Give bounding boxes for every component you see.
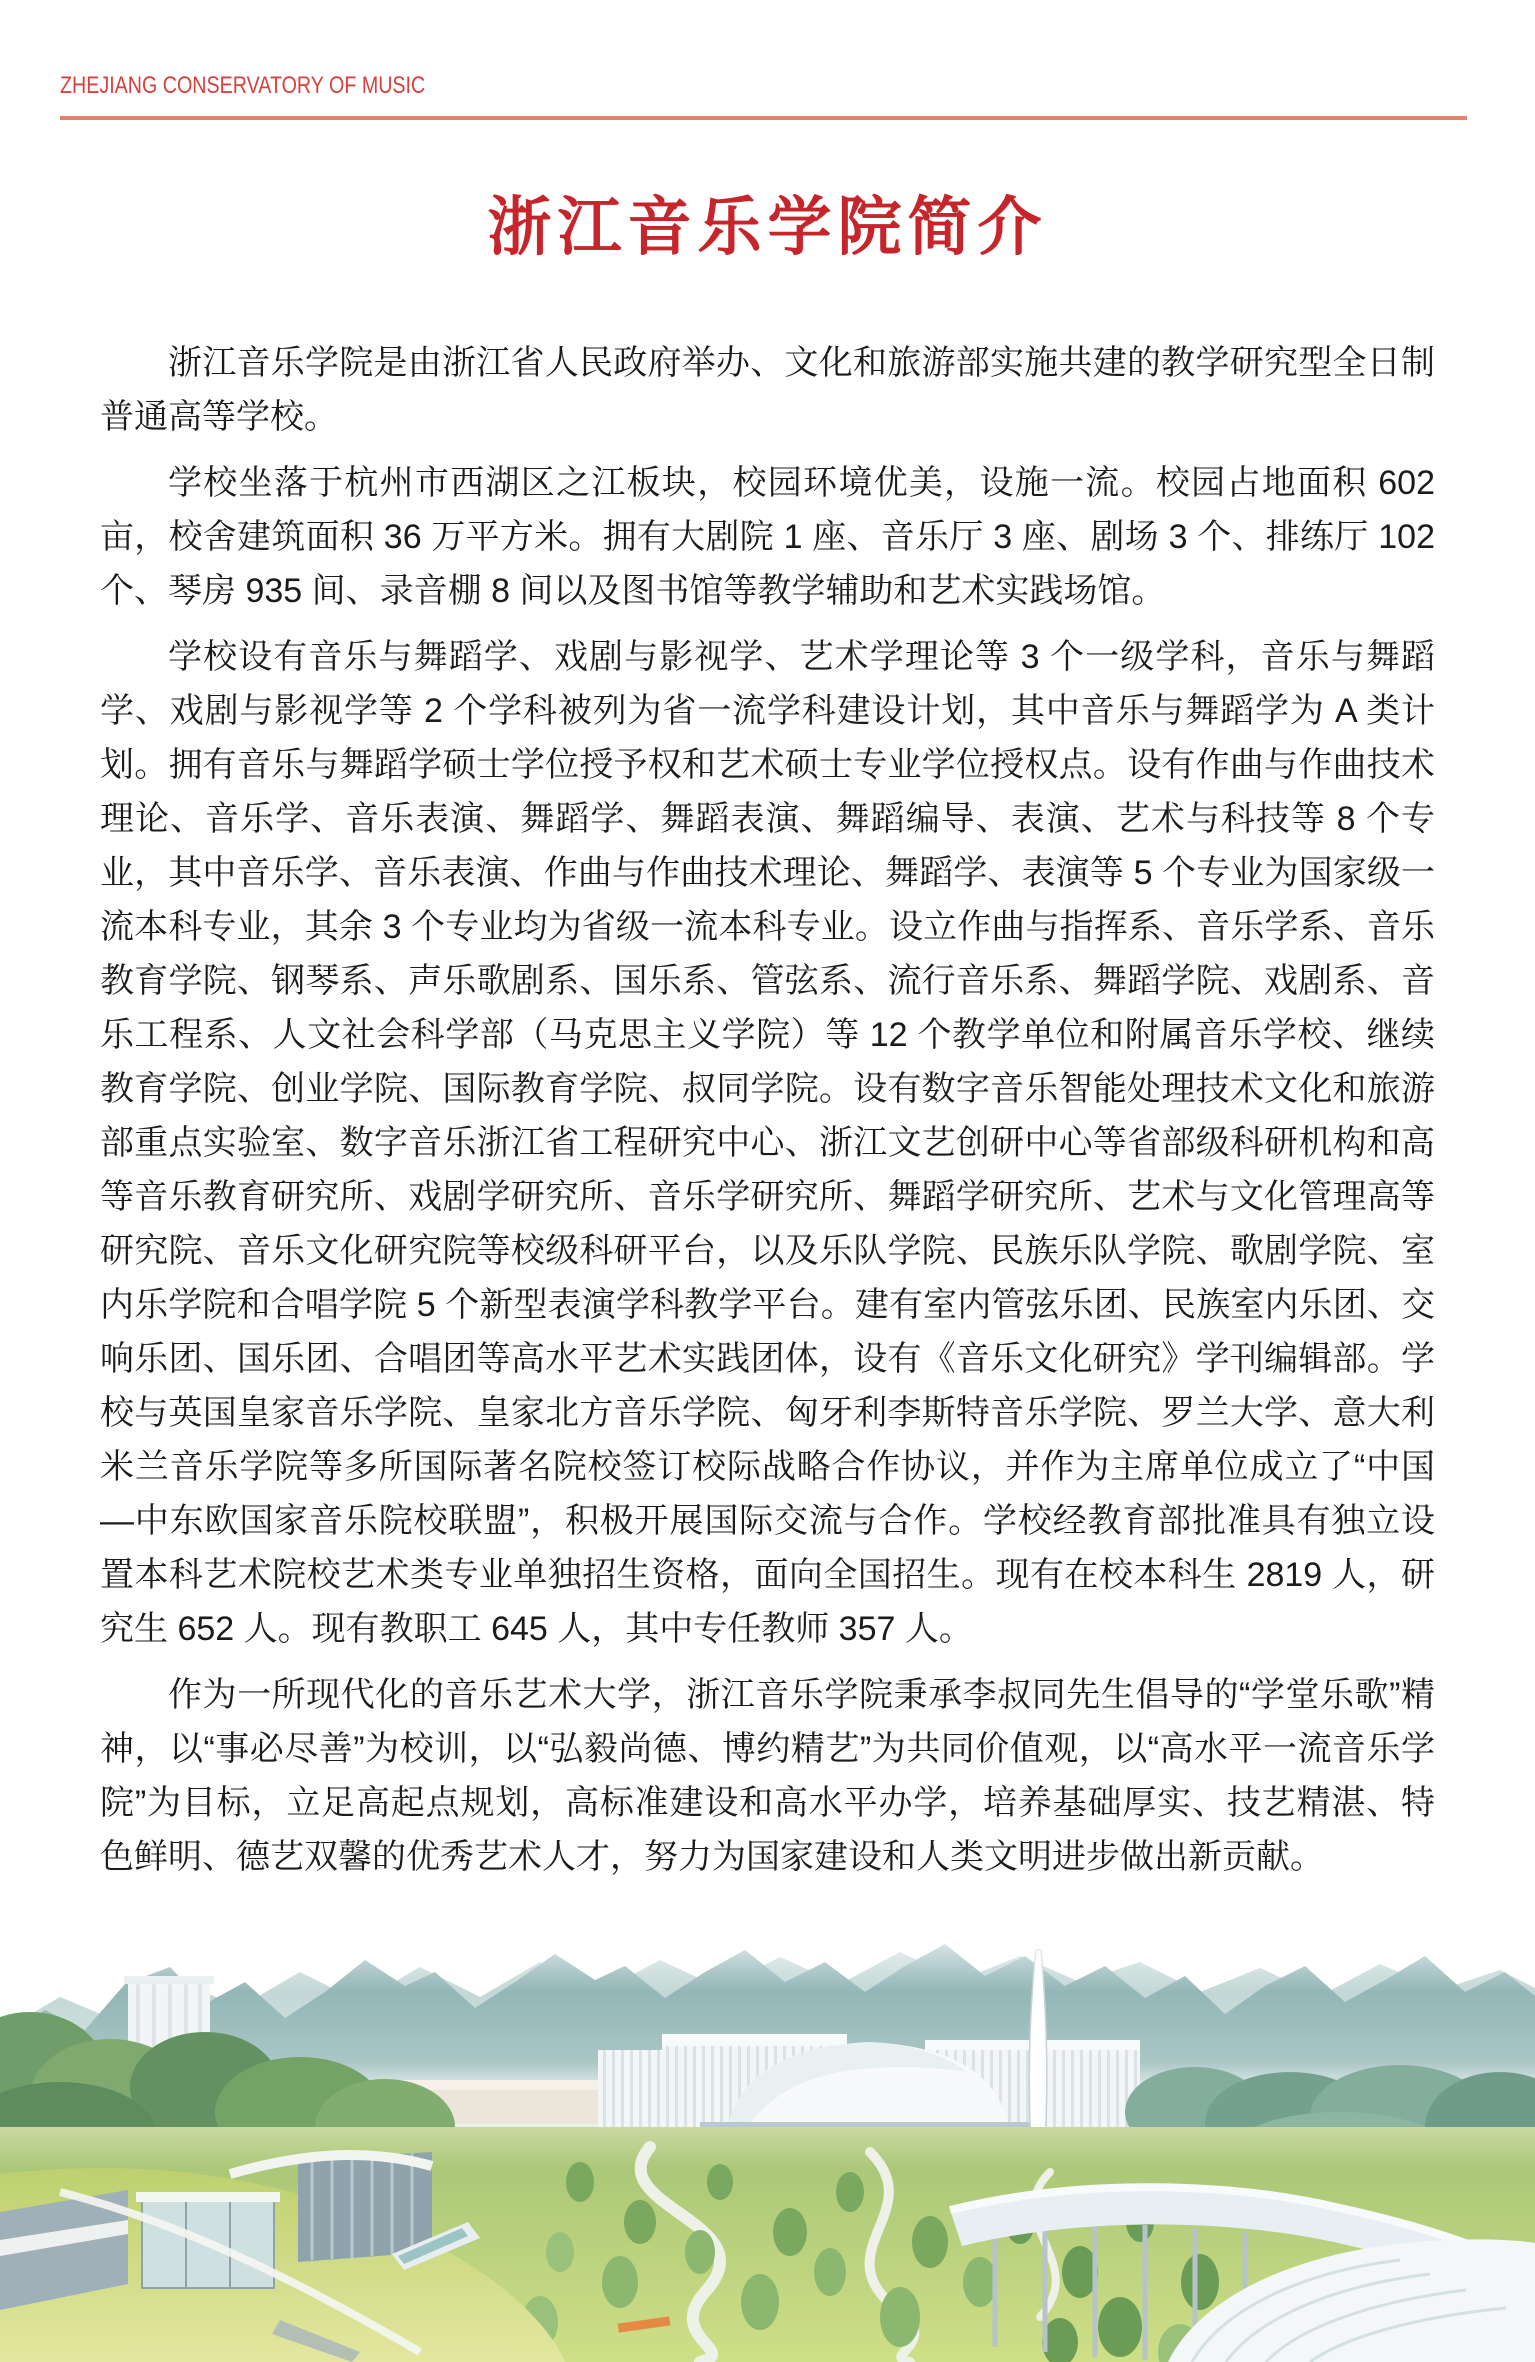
header-divider	[60, 116, 1467, 120]
paragraph-intro: 浙江音乐学院是由浙江省人民政府举办、文化和旅游部实施共建的教学研究型全日制普通高等学校。	[100, 344, 1435, 436]
paragraph-academics: 学校设有音乐与舞蹈学、戏剧与影视学、艺术学理论等 3 个一级学科，音乐与舞蹈学、戏剧与影视学等 2 个学科被列为省一流学科建设计划，其中音乐与舞蹈学为 A 类计划。拥有音乐与舞蹈学硕士学位授予权和艺术硕士专业学位授权点。设有作曲与作曲技术理论、音乐学、音乐表演、舞蹈学、舞蹈表演、舞蹈编导、表演、艺术与科技等 8 个专业，其中音乐学、音乐表演、作曲与作曲技术理论、舞蹈学、表演等 5 个专业为国家级一流本科专业，其余 3 个专业均为省级一流本科专业。设立作曲与指挥系、音乐学系、音乐教育学院、钢琴系、声乐歌剧系、国乐系、管弦系、流行音乐系、舞蹈学院、戏剧系、音乐工程系、人文社会科学部（马克思主义学院）等 12 个教学单位和附属音乐学校、继续教育学院、创业学院、国际教育学院、叔同学院。设有数字音乐智能处理技术文化和旅游部重点实验室、数字音乐浙江省工程研究中心、浙江文艺创研中心等省部级科研机构和高等音乐教育研究所、戏剧学研究所、音乐学研究所、舞蹈学研究所、艺术与文化管理高等研究院、音乐文化研究院等校级科研平台，以及乐队学院、民族乐队学院、歌剧学院、室内乐学院和合唱学院 5 个新型表演学科教学平台。建有室内管弦乐团、民族室内乐团、交响乐团、国乐团、合唱团等高水平艺术实践团体，设有《音乐文化研究》学刊编辑部。学校与英国皇家音乐学院、皇家北方音乐学院、匈牙利李斯特音乐学院、罗兰大学、意大利米兰音乐学院等多所国际著名院校签订校际战略合作协议，并作为主席单位成立了“中国—中东欧国家音乐院校联盟”，积极开展国际交流与合作。学校经教育部批准具有独立设置本科艺术院校艺术类专业单独招生资格，面向全国招生。现有在校本科生 2819 人，研究生 652 人。现有教职工 645 人，其中专任教师 357 人。	[100, 638, 1435, 1648]
paragraph-vision: 作为一所现代化的音乐艺术大学，浙江音乐学院秉承李叔同先生倡导的“学堂乐歌”精神，以“事必尽善”为校训，以“弘毅尚德、博约精艺”为共同价值观，以“高水平一流音乐学院”为目标，立足高起点规划，高标准建设和高水平办学，培养基础厚实、技艺精湛、特色鲜明、德艺双馨的优秀艺术人才，努力为国家建设和人类文明进步做出新贡献。	[100, 1676, 1435, 1876]
page-title: 浙江音乐学院简介	[487, 192, 1048, 263]
campus-photo	[0, 1922, 1535, 2362]
paragraph-campus: 学校坐落于杭州市西湖区之江板块，校园环境优美，设施一流。校园占地面积 602 亩，校舍建筑面积 36 万平方米。拥有大剧院 1 座、音乐厅 3 座、剧场 3 个、排练厅 102 个、琴房 935 间、录音棚 8 间以及图书馆等教学辅助和艺术实践场馆。	[100, 464, 1435, 610]
photo-top-fade	[0, 1922, 1535, 1992]
body-text	[100, 336, 1435, 1896]
masthead-text: ZHEJIANG CONSERVATORY OF MUSIC	[60, 72, 426, 99]
